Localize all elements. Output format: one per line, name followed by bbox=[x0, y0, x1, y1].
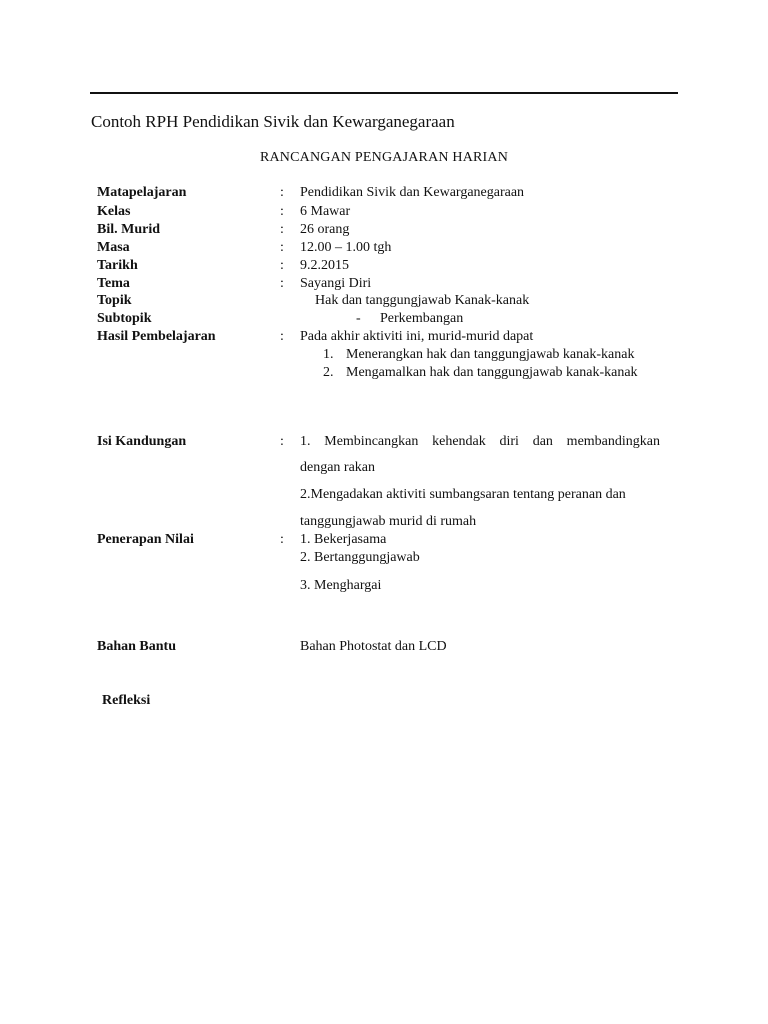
hasil-item-text: Mengamalkan hak dan tanggungjawab kanak-kanak bbox=[346, 365, 638, 380]
value-bahan-bantu: Bahan Photostat dan LCD bbox=[300, 639, 447, 654]
colon: : bbox=[280, 258, 284, 273]
hasil-intro: Pada akhir aktiviti ini, murid-murid dapat bbox=[300, 329, 534, 344]
colon: : bbox=[280, 329, 284, 344]
hasil-item-number: 2. bbox=[323, 365, 334, 380]
label-penerapan-nilai: Penerapan Nilai bbox=[97, 532, 194, 547]
value-tarikh: 9.2.2015 bbox=[300, 258, 349, 273]
document-title: Contoh RPH Pendidikan Sivik dan Kewarganegaraan bbox=[91, 112, 455, 131]
value-tema: Sayangi Diri bbox=[300, 276, 372, 291]
isi-line-3: 2.Mengadakan aktiviti sumbangsaran tentang peranan dan bbox=[300, 487, 626, 502]
label-bil-murid: Bil. Murid bbox=[97, 222, 161, 237]
label-topik: Topik bbox=[97, 293, 132, 308]
colon: : bbox=[280, 240, 284, 255]
colon: : bbox=[280, 276, 284, 291]
colon: : bbox=[280, 204, 284, 219]
label-tema: Tema bbox=[97, 276, 130, 291]
value-subtopik: Perkembangan bbox=[380, 311, 464, 326]
value-matapelajaran: Pendidikan Sivik dan Kewarganegaraan bbox=[300, 185, 525, 200]
nilai-item: 1. Bekerjasama bbox=[300, 532, 387, 547]
isi-line-2: dengan rakan bbox=[300, 460, 376, 475]
label-kelas: Kelas bbox=[97, 204, 131, 219]
page-heading: RANCANGAN PENGAJARAN HARIAN bbox=[259, 150, 509, 165]
isi-line-4: tanggungjawab murid di rumah bbox=[300, 514, 477, 529]
label-masa: Masa bbox=[97, 240, 130, 255]
label-subtopik: Subtopik bbox=[97, 311, 152, 326]
top-rule bbox=[90, 92, 678, 94]
label-refleksi: Refleksi bbox=[102, 693, 151, 708]
value-topik: Hak dan tanggungjawab Kanak-kanak bbox=[315, 293, 530, 308]
hasil-item-number: 1. bbox=[323, 347, 334, 362]
label-matapelajaran: Matapelajaran bbox=[97, 185, 187, 200]
colon: : bbox=[280, 434, 284, 449]
colon: : bbox=[280, 185, 284, 200]
label-hasil-pembelajaran: Hasil Pembelajaran bbox=[97, 329, 216, 344]
hasil-item-text: Menerangkan hak dan tanggungjawab kanak-kanak bbox=[346, 347, 635, 362]
nilai-item: 3. Menghargai bbox=[300, 578, 382, 593]
value-bil-murid: 26 orang bbox=[300, 222, 350, 237]
colon: : bbox=[280, 532, 284, 547]
nilai-item: 2. Bertanggungjawab bbox=[300, 550, 420, 565]
label-bahan-bantu: Bahan Bantu bbox=[97, 639, 176, 654]
subtopik-dash: - bbox=[356, 311, 361, 326]
isi-line-1: 1. Membincangkan kehendak diri dan membandingkan bbox=[300, 434, 660, 449]
value-kelas: 6 Mawar bbox=[300, 204, 351, 219]
value-masa: 12.00 – 1.00 tgh bbox=[300, 240, 392, 255]
label-isi-kandungan: Isi Kandungan bbox=[97, 434, 187, 449]
label-tarikh: Tarikh bbox=[97, 258, 138, 273]
colon: : bbox=[280, 222, 284, 237]
